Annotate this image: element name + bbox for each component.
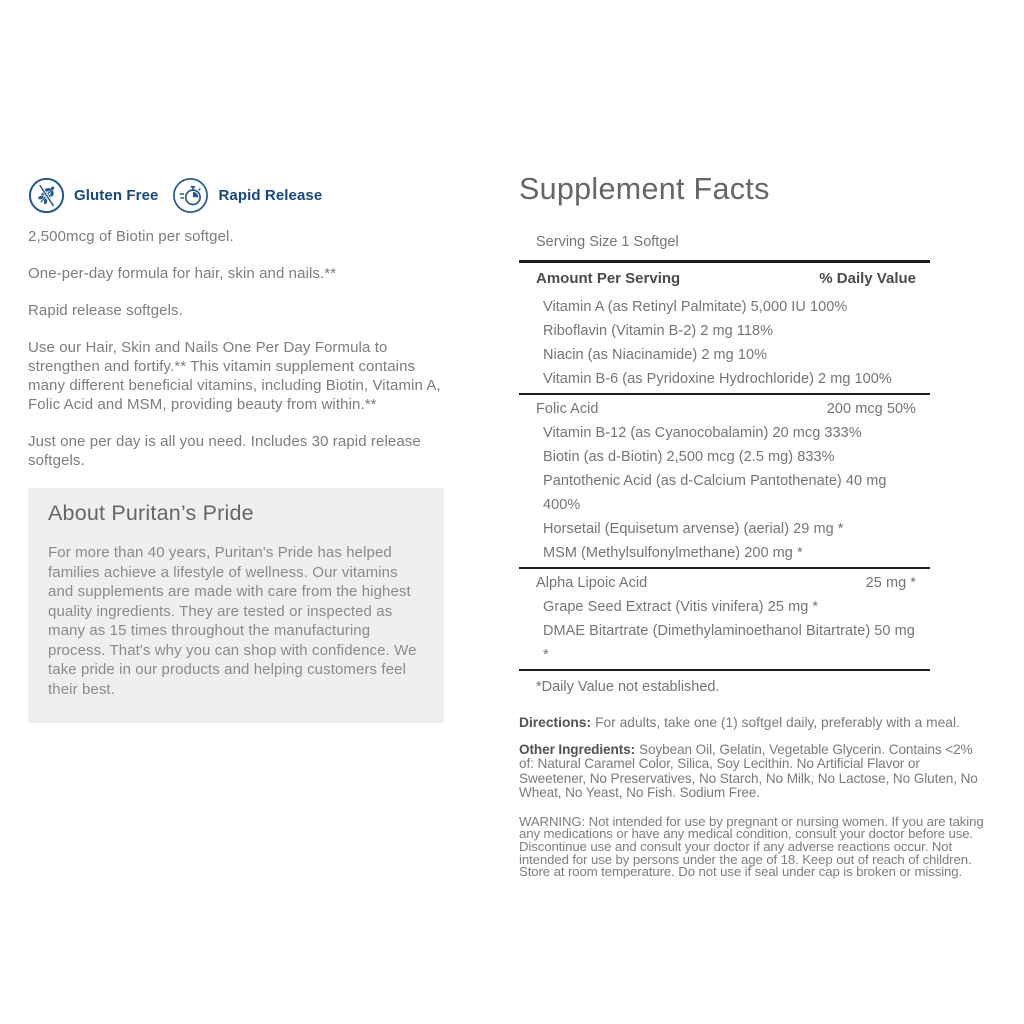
serving-size: Serving Size 1 Softgel (519, 234, 930, 263)
facts-section (519, 293, 930, 393)
intro-paragraph: Use our Hair, Skin and Nails One Per Day Formula to strengthen and fortify.** This vitamin supplement contains many different beneficial vitamins, including Biotin, Vitamin A, Folic Acid and MSM, providing beauty from within.** (28, 339, 441, 413)
fact-row-text: Alpha Lipoic Acid (536, 575, 648, 591)
intro-paragraph: Just one per day is all you need. Includes 30 rapid release softgels. (28, 433, 421, 469)
fact-row (519, 319, 930, 343)
fact-row-text: Vitamin B-12 (as Cyanocobalamin) 20 mcg 333% (543, 425, 862, 441)
fact-row-value: 200 mcg 50% (826, 401, 916, 417)
directions-paragraph (519, 715, 986, 730)
fact-row (519, 421, 930, 445)
fact-row (519, 367, 930, 391)
about-brand-body: For more than 40 years, Puritan's Pride has helped families achieve a lifestyle of wellness. Our vitamins and supplements are made with care from the highest quality ingredients. They are tested or inspected as many as 15 times throughout the manufacturing process. That's why you can shop with confidence. We take pride in our products and helping customers feel their best. (48, 544, 417, 698)
daily-value-footnote: *Daily Value not established. (536, 679, 720, 695)
fact-row-text: Folic Acid (536, 401, 599, 417)
fact-row-text: Riboflavin (Vitamin B-2) 2 mg 118% (543, 323, 774, 339)
rapid-release-label: Rapid Release (218, 187, 323, 204)
facts-section (519, 567, 930, 669)
badge-rapid-release (172, 177, 322, 214)
gluten-free-icon (28, 177, 65, 214)
directions-label: Directions: (519, 715, 592, 730)
gluten-free-label: Gluten Free (74, 187, 159, 204)
fact-row (519, 343, 930, 367)
badge-gluten-free (28, 177, 158, 214)
intro-paragraph: Rapid release softgels. (28, 302, 183, 319)
supplement-facts-column (519, 172, 986, 879)
rapid-release-icon (172, 177, 209, 214)
fact-row (519, 295, 930, 319)
about-brand-box (28, 488, 444, 723)
other-ingredients-text: Soybean Oil, Gelatin, Vegetable Glycerin. Contains <2% of: Natural Caramel Color, Silica, Soy Lecithin. No Artificial Flavor or Sweetener, No Preservatives, No Starch, No Milk, No Lactose, No Gluten, No Wheat, No Yeast, No Fish. Sodium Free. (519, 742, 978, 801)
facts-sections (519, 293, 930, 671)
fact-row (519, 541, 930, 565)
warning-paragraph: WARNING: Not intended for use by pregnant or nursing women. If you are taking any medications or have any medical condition, consult your doctor before use. Discontinue use and consult your doctor if any adverse reactions occur. Not intended for use by persons under the age of 18. Keep out of reach of children. Store at room temperature. Do not use if seal under cap is broken or missing. (519, 813, 984, 880)
fact-row-text: Biotin (as d-Biotin) 2,500 mcg (2.5 mg) 833% (543, 449, 835, 465)
facts-header-row (519, 263, 930, 293)
amount-per-serving-header: Amount Per Serving (536, 270, 681, 287)
product-description-column (28, 177, 444, 723)
fact-row (519, 571, 930, 595)
fact-row-text: DMAE Bitartrate (Dimethylaminoethanol Bitartrate) 50 mg * (543, 623, 915, 663)
fact-row (519, 517, 930, 541)
facts-section (519, 393, 930, 567)
fact-row (519, 595, 930, 619)
fact-row-text: MSM (Methylsulfonylmethane) 200 mg * (543, 545, 803, 561)
supplement-facts-title: Supplement Facts (519, 172, 770, 206)
feature-badges (28, 177, 444, 214)
fact-row (519, 397, 930, 421)
fact-row-text: Horsetail (Equisetum arvense) (aerial) 29 mg * (543, 521, 844, 537)
fact-row (519, 445, 930, 469)
about-brand-title: About Puritan’s Pride (48, 501, 254, 525)
intro-paragraph: One-per-day formula for hair, skin and nails.** (28, 265, 337, 282)
fact-row (519, 619, 930, 667)
other-ingredients-label: Other Ingredients: (519, 742, 636, 757)
supplement-facts-table (519, 234, 930, 695)
daily-value-header: % Daily Value (819, 270, 916, 287)
fact-row-text: Niacin (as Niacinamide) 2 mg 10% (543, 347, 768, 363)
fact-row-text: Vitamin B-6 (as Pyridoxine Hydrochloride) 2 mg 100% (543, 371, 892, 387)
fact-row-text: Vitamin A (as Retinyl Palmitate) 5,000 IU 100% (543, 299, 848, 315)
fact-row-text: Grape Seed Extract (Vitis vinifera) 25 mg * (543, 599, 819, 615)
intro-paragraph: 2,500mcg of Biotin per softgel. (28, 228, 234, 245)
fact-row (519, 469, 930, 517)
directions-text: For adults, take one (1) softgel daily, preferably with a meal. (595, 715, 960, 730)
other-ingredients-paragraph (519, 743, 986, 801)
fact-row-text: Pantothenic Acid (as d-Calcium Pantothenate) 40 mg 400% (543, 473, 887, 513)
fact-row-value: 25 mg * (865, 575, 916, 591)
